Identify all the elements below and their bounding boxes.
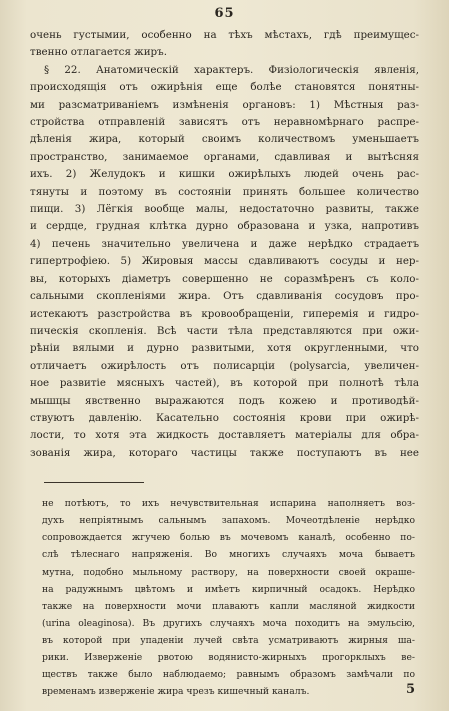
footnote-line: (urina oleaginosa). Въ другихъ случаяхъ моча походитъ на эмульсію, (42, 617, 415, 629)
footnote-line: ществъ также было наблюдаемо; равнымъ образомъ замѣчали по (42, 669, 415, 681)
text-line: сальными скопленіями жира. Отъ сдавливанія сосудовъ про- (30, 290, 419, 303)
text-line: гипертрофіею. 5) Жировыя массы сдавливаютъ сосуды и нер- (30, 255, 419, 268)
printer-signature-mark: 5 (405, 682, 415, 697)
text-line: вы, которыхъ діаметръ совершенно не соразмѣренъ съ коло- (30, 272, 419, 285)
text-line: пищи. 3) Лёгкія вообще малы, недостаточно развиты, также (30, 203, 419, 216)
footnote-divider (44, 482, 144, 483)
footnote-line: въ которой при упаденіи лучей свѣта усматриваютъ жирныя ша- (42, 634, 415, 646)
footnote-line: сопровождается жгучею болью въ мочевомъ каналѣ, особенно по- (42, 532, 415, 544)
text-line: истекаютъ разстройства въ кровообращеніи, гиперемія и гидро- (30, 307, 419, 320)
text-line: ствуютъ давленію. Касательно состоянія крови при ожирѣ- (30, 411, 419, 424)
text-line: дѣленія жира, который своимъ количествомъ уменьшаетъ (30, 133, 419, 146)
text-line: мышцы явственно выражаются подъ кожею и противодѣй- (30, 394, 419, 407)
footnote-line: слѣ тѣлеснаго напряженія. Во многихъ случаяхъ моча бываетъ (42, 549, 415, 561)
text-line: пространство, занимаемое органами, сдавливая и вытѣсняя (30, 150, 419, 163)
text-line: ихъ. 2) Желудокъ и кишки ожирѣлыхъ людей очень рас- (30, 168, 419, 181)
footnote-line: мутна, подобно мыльному раствору, на поверхности своей окраше- (42, 566, 415, 578)
text-line: пическія скопленія. Всѣ части тѣла представляются при ожи- (30, 324, 419, 337)
text-line: ми разсматриванiемъ измѣненія органовъ: 1) Мѣстныя раз- (30, 98, 419, 111)
section-heading-line: § 22. Анатомическій характеръ. Физіологическія явленія, (44, 63, 419, 76)
text-line: происходящія отъ ожирѣнія еще болѣе становятся понятны- (30, 81, 419, 94)
text-line: 4) печень значительно увеличена и даже нерѣдко страдаетъ (30, 237, 419, 250)
footnote-text (30, 495, 419, 700)
text-line: рѣніи вялыми и дурно развитыми, хотя округленными, что (30, 342, 419, 355)
footnote-line: не потѣютъ, то ихъ нечувствительная испарина наполняетъ воз- (42, 498, 415, 510)
page-number: 65 (214, 6, 235, 21)
footnote-line: рики. Изверженіе рвотою водянисто-жирныхъ прогорклыхъ ве- (42, 652, 415, 663)
text-line: ное развитіе мясныхъ частей), въ которой при полнотѣ тѣла (30, 377, 419, 390)
footnote-line: временамъ изверженіе жира чрезъ кишечный каналъ. (42, 686, 310, 698)
main-text (30, 27, 419, 462)
text-line: очень густымии, особенно на тѣхъ мѣстахъ, гдѣ преимущес- (30, 29, 419, 41)
text-line: стройства отправленій зависятъ отъ неравномѣрнаго распре- (30, 116, 419, 129)
footnote-line: духъ непріятнымъ сальнымъ запахомъ. Мочеотдѣленіе нерѣдко (42, 515, 415, 527)
text-line: и сердце, грудная клѣтка дурно образована и узка, напротивъ (30, 220, 419, 233)
text-line: тянуты и поэтому въ состояніи принять большее количество (30, 185, 419, 198)
text-line: твенно отлагается жиръ. (30, 46, 167, 59)
text-line: лости, то хотя эта жидкость доставляетъ матеріалы для обра- (30, 429, 419, 442)
text-line: зованія жира, котораго частицы также поступаютъ въ нее (30, 446, 419, 459)
footnote-line: на радужнымъ цвѣтомъ и имѣетъ кирпичный осадокъ. Нерѣдко (42, 583, 415, 595)
footnote-line: также на поверхности мочи плаваютъ капли масляной жидкости (42, 600, 415, 612)
text-line: отличаетъ ожирѣлость отъ полисарціи (polysarcia, увеличен- (30, 359, 419, 372)
